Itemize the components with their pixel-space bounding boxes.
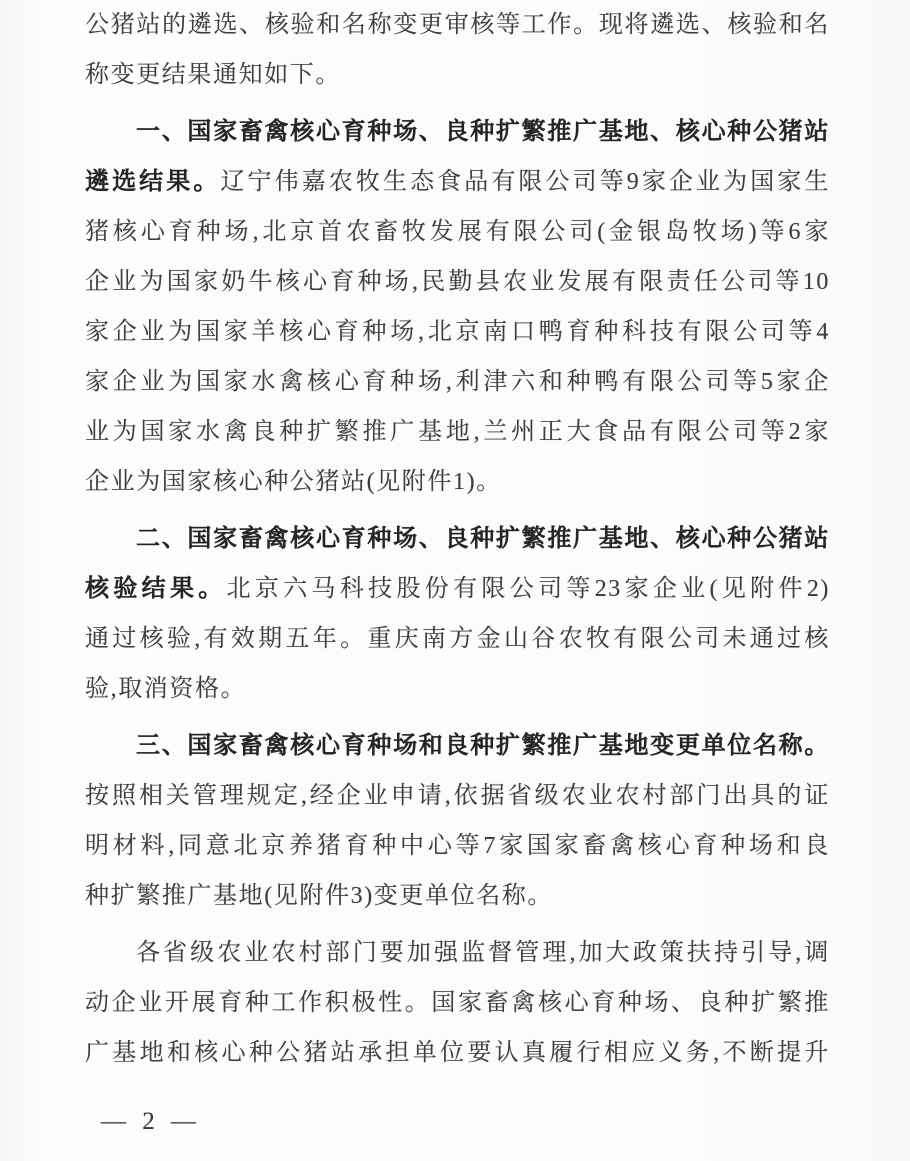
heading-run: 遴选结果。 (85, 168, 221, 195)
body-text-run: 家企业为国家羊核心育种场,北京南口鸭育种科技有限公司等4 (85, 319, 830, 345)
text-line (85, 0, 830, 50)
body-text-run: 家企业为国家水禽核心育种场,利津六和种鸭有限公司等5家企 (85, 369, 830, 395)
text-line (85, 614, 830, 664)
heading-run: 核验结果。 (85, 575, 227, 602)
heading-run: 三、国家畜禽核心育种场和良种扩繁推广基地变更单位名称。 (136, 732, 830, 759)
section-3-heading-line (85, 721, 830, 771)
document-body (85, 0, 830, 1078)
body-text-run: 动企业开展育种工作积极性。国家畜禽核心育种场、良种扩繁推 (85, 990, 830, 1016)
paragraph-closing (85, 928, 830, 1078)
body-text-run: 按照相关管理规定,经企业申请,依据省级农业农村部门出具的证 (85, 783, 830, 809)
body-text-run: 猪核心育种场,北京首农畜牧发展有限公司(金银岛牧场)等6家 (85, 219, 830, 245)
text-line (85, 1028, 830, 1078)
section-1-heading-line (85, 107, 830, 157)
paragraph-continuation (85, 0, 830, 100)
body-text-run: 种扩繁推广基地(见附件3)变更单位名称。 (85, 883, 553, 909)
text-line (85, 564, 830, 614)
body-text-run: 企业为国家核心种公猪站(见附件1)。 (85, 469, 502, 495)
body-text-run: 称变更结果通知如下。 (85, 62, 341, 88)
text-line (85, 257, 830, 307)
paragraph-section-3 (85, 721, 830, 921)
text-line (85, 771, 830, 821)
text-line (85, 457, 830, 507)
text-line (85, 871, 830, 921)
text-line (85, 407, 830, 457)
page-number: — 2 — (101, 1108, 201, 1135)
body-text-run: 明材料,同意北京养猪育种中心等7家国家畜禽核心育种场和良 (85, 833, 830, 859)
paragraph-section-2 (85, 514, 830, 714)
text-line (85, 664, 830, 714)
heading-run: 一、国家畜禽核心育种场、良种扩繁推广基地、核心种公猪站 (136, 118, 830, 145)
section-2-heading-line (85, 514, 830, 564)
paragraph-section-1 (85, 107, 830, 507)
text-line (85, 357, 830, 407)
body-text-run: 企业为国家奶牛核心育种场,民勤县农业发展有限责任公司等10 (85, 269, 830, 295)
text-line (85, 821, 830, 871)
body-text-run: 公猪站的遴选、核验和名称变更审核等工作。现将遴选、核验和名 (85, 12, 830, 38)
text-line (85, 928, 830, 978)
body-text-run: 业为国家水禽良种扩繁推广基地,兰州正大食品有限公司等2家 (85, 419, 830, 445)
body-text-run: 验,取消资格。 (85, 676, 247, 702)
text-line (85, 307, 830, 357)
text-line (85, 978, 830, 1028)
text-line (85, 50, 830, 100)
body-text-run: 辽宁伟嘉农牧生态食品有限公司等9家企业为国家生 (220, 169, 830, 195)
heading-run: 二、国家畜禽核心育种场、良种扩繁推广基地、核心种公猪站 (136, 525, 830, 552)
body-text-run: 各省级农业农村部门要加强监督管理,加大政策扶持引导,调 (136, 940, 830, 966)
text-line (85, 157, 830, 207)
body-text-run: 北京六马科技股份有限公司等23家企业(见附件2) (226, 576, 830, 602)
body-text-run: 通过核验,有效期五年。重庆南方金山谷农牧有限公司未通过核 (85, 626, 830, 652)
text-line (85, 207, 830, 257)
body-text-run: 广基地和核心种公猪站承担单位要认真履行相应义务,不断提升 (85, 1040, 830, 1066)
